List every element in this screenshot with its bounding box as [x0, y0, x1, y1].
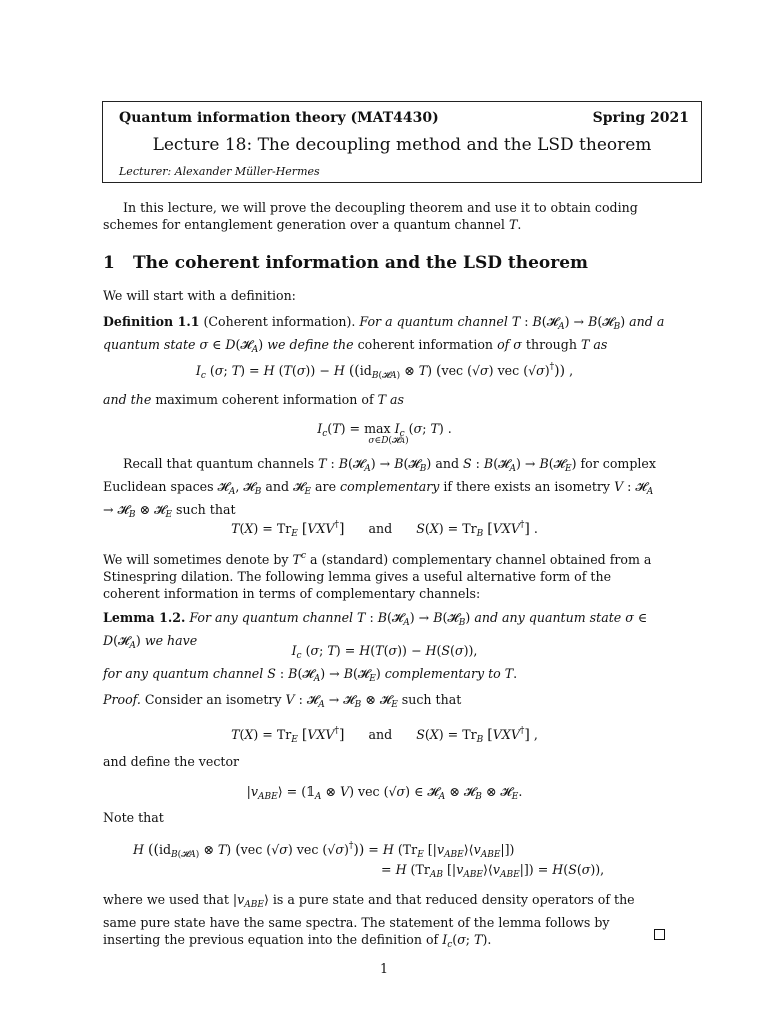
proof-isometry-equation: $T(X) = Tr_E$ [VXV†] and $S(X) = Tr_B$ [VXV†] ,	[231, 726, 538, 745]
definition-1-1: Definition 1.1 (Coherent information). For a quantum channel T : B(𝓗$_A$) → B(𝓗$_B$) and a quantum state σ ∈ D(𝓗$_A$) we define the coherent information of σ through T as	[103, 314, 665, 356]
section-heading	[103, 253, 588, 273]
conclusion-paragraph: where we used that $|v_{ABE}⟩$ is a pure state and that reduced density operators of the same pure state have the same spectra. The statement of the lemma follows by inserting the previous equation into the definition of $I_c(\sigma$; T).	[103, 892, 635, 951]
max-coherent-text: and the maximum coherent information of T as	[103, 392, 404, 407]
proof-start: Proof. Consider an isometry V : 𝓗$_A$ → 𝓗$_B$ ⊗ 𝓗$_E$ such that	[103, 692, 462, 710]
qed-square-icon	[654, 929, 665, 940]
lemma-label: Lemma 1.2.	[103, 610, 186, 625]
lecturer: Lecturer: Alexander Müller-Hermes	[119, 165, 320, 178]
vector-equation: $|v_{ABE}⟩$ = ($𝟙_A$ ⊗ V) vec (√σ) ∈ 𝓗$_A$ ⊗ 𝓗$_B$ ⊗ 𝓗$_E$.	[246, 784, 523, 802]
course-name: Quantum information theory (MAT4430)	[119, 110, 439, 126]
lemma-condition: for any quantum channel S : B(𝓗$_A$) → B(𝓗$_E$) complementary to T.	[103, 666, 518, 684]
proof-label: Proof.	[103, 692, 141, 707]
max-coherent-equation: $I_c(T) = \max I_c$ (σ; T) .	[317, 421, 452, 439]
entropy-equation-line-1: H (($id_{B(𝓗A)}$ ⊗ T) (vec (√σ) vec (√σ)†)) = H ($Tr_E$ $[|v_{ABE}⟩⟨v_{ABE}|]$)	[133, 841, 515, 860]
entropy-equation-line-2: = H ($Tr_{AB}$ $[|v_{ABE}⟩⟨v_{ABE}|]) = H(S(\sigma))$,	[381, 862, 605, 880]
complementary-equation: $T(X) = Tr_E$ [VXV†] and $S(X) = Tr_B$ [VXV†] .	[231, 520, 538, 539]
note-that-text: Note that	[103, 810, 164, 825]
recall-paragraph: Recall that quantum channels T : B(𝓗$_A$) → B(𝓗$_B$) and S : B(𝓗$_A$) → B(𝓗$_E$) for complex Euclidean spaces 𝓗$_A$, 𝓗$_B$ and 𝓗$_E$ are complementary if there exists an isometry V : 𝓗$_A$ → 𝓗$_B$ ⊗ 𝓗$_E$ such that	[103, 456, 656, 521]
max-subscript: σ∈D(𝓗A)	[368, 436, 409, 446]
coherent-information-equation: $I_c$ (σ; T) = H (T(σ)) − H (($id_{B(𝓗A)}$ ⊗ T) (vec (√σ) vec (√σ)†)) ,	[195, 362, 574, 381]
lemma-equation: $I_c$ (σ; T) = H(T(σ)) − H(S(σ)),	[291, 643, 478, 661]
note-paragraph: We will sometimes denote by $T^c$ a (standard) complementary channel obtained from a Stinespring dilation. The following lemma gives a useful alternative form of the coherent information in terms of complementary channels:	[103, 551, 652, 602]
definition-name: (Coherent information).	[203, 314, 356, 329]
lemma-1-2: Lemma 1.2. For any quantum channel T : B(𝓗$_A$) → B(𝓗$_B$) and any quantum state σ ∈ D(𝓗$_A$) we have	[103, 610, 648, 652]
lecture-title: Lecture 18: The decoupling method and the LSD theorem	[152, 135, 652, 155]
lecture-header-box	[102, 101, 702, 183]
definition-label: Definition 1.1	[103, 314, 200, 329]
define-vector-text: and define the vector	[103, 754, 240, 769]
section-title: The coherent information and the LSD theorem	[133, 253, 589, 273]
intro-paragraph: In this lecture, we will prove the decoupling theorem and use it to obtain coding schemes for entanglement generation over a quantum channel T.	[103, 200, 638, 233]
page-number: 1	[379, 961, 388, 976]
start-sentence: We will start with a definition:	[103, 288, 296, 303]
term: Spring 2021	[592, 110, 689, 126]
section-number: 1	[103, 253, 115, 273]
